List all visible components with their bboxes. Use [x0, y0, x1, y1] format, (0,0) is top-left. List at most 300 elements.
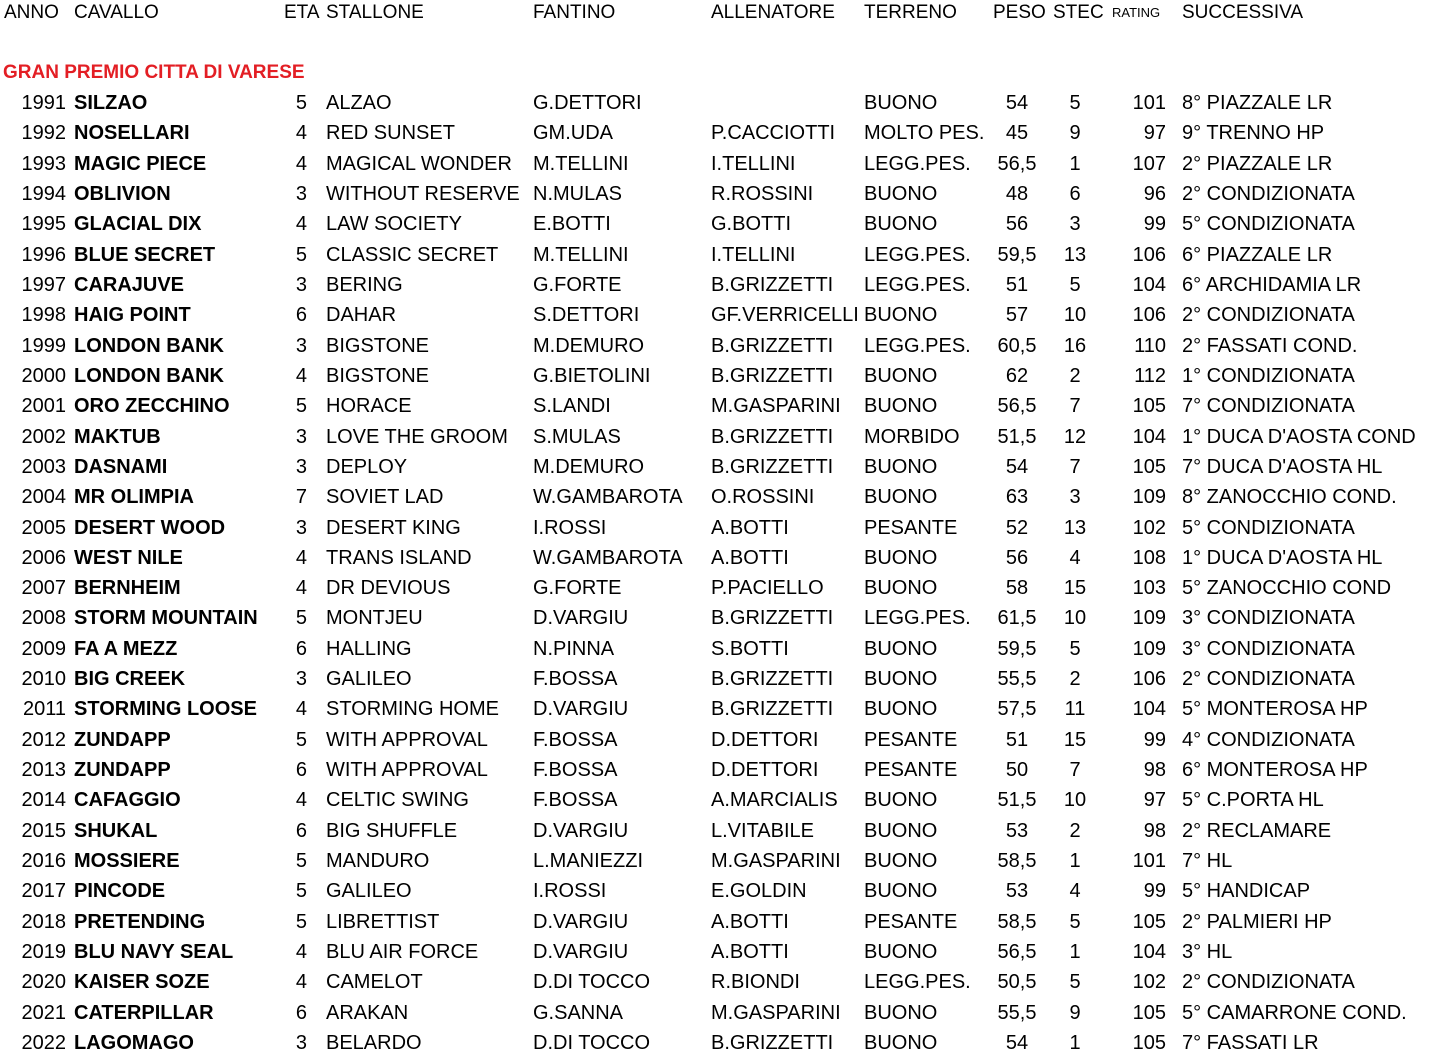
cell-fantino: D.VARGIU: [533, 819, 629, 842]
cell-stallone: WITH APPROVAL: [326, 759, 488, 781]
table-row: [0, 1028, 1448, 1058]
cell-eta: 4: [295, 152, 307, 175]
cell-cavallo: WEST NILE: [74, 546, 183, 569]
cell-successiva: 5° CONDIZIONATA: [1182, 516, 1355, 539]
cell-cavallo: MR OLIMPIA: [74, 486, 194, 509]
cell-cavallo: DASNAMI: [74, 455, 168, 478]
cell-fantino: M.TELLINI: [533, 152, 629, 175]
cell-successiva: 6° PIAZZALE LR: [1182, 243, 1333, 266]
cell-rating: 104: [1132, 698, 1166, 721]
cell-terreno: BUONO: [864, 789, 938, 812]
cell-stec: 2: [1069, 364, 1081, 387]
cell-peso: 56: [1005, 213, 1029, 236]
cell-fantino: G.DETTORI: [533, 92, 642, 114]
cell-successiva: 2° FASSATI COND.: [1182, 334, 1358, 357]
cell-stec: 1: [1069, 941, 1081, 963]
cell-terreno: BUONO: [864, 1031, 938, 1054]
table-row: [0, 179, 1448, 209]
cell-cavallo: CATERPILLAR: [74, 1001, 214, 1024]
cell-stallone: BIGSTONE: [326, 334, 429, 357]
cell-cavallo: ZUNDAPP: [74, 728, 171, 751]
cell-peso: 50: [1005, 759, 1029, 781]
cell-anno: 2014: [21, 789, 66, 812]
cell-anno: 2003: [21, 455, 66, 478]
cell-cavallo: SILZAO: [74, 92, 148, 114]
cell-anno: 2001: [21, 395, 66, 418]
cell-eta: 4: [295, 698, 307, 721]
cell-allenatore: B.GRIZZETTI: [711, 1031, 834, 1054]
cell-cavallo: KAISER SOZE: [74, 971, 210, 994]
cell-eta: 5: [295, 243, 307, 266]
cell-successiva: 2° RECLAMARE: [1182, 819, 1332, 842]
cell-successiva: 6° MONTEROSA HP: [1182, 759, 1368, 781]
cell-terreno: BUONO: [864, 577, 938, 600]
cell-eta: 6: [295, 637, 307, 660]
table-row: [0, 149, 1448, 179]
cell-allenatore: P.PACIELLO: [711, 577, 824, 600]
cell-allenatore: A.BOTTI: [711, 941, 789, 963]
cell-stallone: DAHAR: [326, 304, 397, 327]
cell-cavallo: OBLIVION: [74, 183, 171, 205]
cell-anno: 2007: [21, 577, 66, 600]
cell-terreno: LEGG.PES.: [864, 273, 971, 296]
cell-eta: 3: [295, 334, 307, 357]
cell-peso: 54: [1005, 455, 1029, 478]
cell-terreno: BUONO: [864, 486, 938, 509]
cell-stallone: BIG SHUFFLE: [326, 819, 458, 842]
cell-cavallo: DESERT WOOD: [74, 516, 226, 539]
cell-allenatore: B.GRIZZETTI: [711, 364, 834, 387]
cell-peso: 62: [1005, 364, 1029, 387]
table-row: [0, 907, 1448, 937]
cell-peso: 54: [1005, 92, 1029, 114]
header-terreno: TERRENO: [864, 2, 957, 23]
cell-stec: 4: [1069, 546, 1081, 569]
cell-peso: 57: [1005, 304, 1029, 327]
cell-allenatore: GF.VERRICELLI: [711, 304, 859, 327]
cell-successiva: 5° HANDICAP: [1182, 880, 1311, 903]
cell-rating: 105: [1132, 910, 1166, 933]
cell-stec: 4: [1069, 880, 1081, 903]
cell-successiva: 5° ZANOCCHIO COND: [1182, 577, 1392, 600]
cell-allenatore: R.BIONDI: [711, 971, 800, 994]
cell-stec: 5: [1069, 273, 1081, 296]
cell-cavallo: LONDON BANK: [74, 364, 224, 387]
cell-eta: 5: [295, 728, 307, 751]
table-row: [0, 88, 1448, 118]
cell-successiva: 6° ARCHIDAMIA LR: [1182, 273, 1362, 296]
cell-fantino: G.SANNA: [533, 1001, 624, 1024]
cell-allenatore: B.GRIZZETTI: [711, 698, 834, 721]
cell-fantino: G.FORTE: [533, 273, 622, 296]
table-row: [0, 240, 1448, 270]
cell-fantino: D.VARGIU: [533, 607, 629, 630]
cell-rating: 109: [1132, 607, 1166, 630]
cell-stallone: WITHOUT RESERVE: [326, 183, 520, 205]
cell-terreno: BUONO: [864, 395, 938, 418]
cell-successiva: 3° HL: [1182, 941, 1233, 963]
header-fantino: FANTINO: [533, 2, 616, 23]
cell-stallone: BERING: [326, 273, 403, 296]
cell-anno: 2002: [21, 425, 66, 448]
cell-stallone: BELARDO: [326, 1031, 422, 1054]
cell-peso: 56: [1005, 546, 1029, 569]
cell-rating: 101: [1132, 850, 1166, 872]
cell-peso: 53: [1005, 880, 1029, 903]
cell-rating: 99: [1143, 728, 1166, 751]
cell-allenatore: A.BOTTI: [711, 910, 789, 933]
table-row: [0, 694, 1448, 724]
cell-eta: 3: [295, 516, 307, 539]
cell-stec: 1: [1069, 152, 1081, 175]
cell-stallone: MANDURO: [326, 850, 430, 872]
cell-stec: 5: [1069, 910, 1081, 933]
cell-rating: 105: [1132, 395, 1166, 418]
cell-stallone: CLASSIC SECRET: [326, 243, 499, 266]
cell-rating: 112: [1134, 364, 1166, 387]
table-row: [0, 998, 1448, 1028]
cell-successiva: 2° CONDIZIONATA: [1182, 971, 1355, 994]
cell-stec: 11: [1064, 698, 1086, 721]
cell-terreno: BUONO: [864, 364, 938, 387]
cell-peso: 54: [1005, 1031, 1029, 1054]
cell-terreno: BUONO: [864, 698, 938, 721]
cell-peso: 59,5: [997, 637, 1037, 660]
cell-anno: 1994: [21, 183, 66, 205]
cell-terreno: BUONO: [864, 213, 938, 236]
table-row: [0, 482, 1448, 512]
cell-eta: 6: [295, 1001, 307, 1024]
cell-rating: 98: [1143, 759, 1166, 781]
cell-stec: 10: [1063, 789, 1087, 812]
cell-anno: 2011: [22, 698, 66, 721]
cell-rating: 109: [1132, 637, 1166, 660]
cell-eta: 4: [295, 122, 307, 145]
cell-rating: 99: [1143, 880, 1166, 903]
cell-terreno: BUONO: [864, 637, 938, 660]
cell-allenatore: I.TELLINI: [711, 243, 796, 266]
header-anno: ANNO: [4, 2, 59, 23]
cell-allenatore: A.BOTTI: [711, 516, 789, 539]
cell-allenatore: M.GASPARINI: [711, 1001, 841, 1024]
cell-cavallo: BERNHEIM: [74, 577, 181, 600]
cell-allenatore: E.GOLDIN: [711, 880, 807, 903]
cell-fantino: D.DI TOCCO: [533, 971, 651, 994]
cell-successiva: 3° CONDIZIONATA: [1182, 637, 1355, 660]
cell-fantino: D.DI TOCCO: [533, 1031, 651, 1054]
cell-stallone: HORACE: [326, 395, 412, 418]
cell-stallone: DEPLOY: [326, 455, 408, 478]
cell-rating: 98: [1143, 819, 1166, 842]
cell-eta: 4: [295, 577, 307, 600]
table-row: [0, 270, 1448, 300]
cell-anno: 1997: [21, 273, 66, 296]
cell-cavallo: LAGOMAGO: [74, 1031, 194, 1054]
cell-rating: 105: [1132, 1031, 1166, 1054]
cell-peso: 51,5: [997, 425, 1037, 448]
cell-allenatore: D.DETTORI: [711, 759, 819, 781]
cell-fantino: N.PINNA: [533, 637, 615, 660]
cell-successiva: 4° CONDIZIONATA: [1182, 728, 1355, 751]
cell-allenatore: M.GASPARINI: [711, 395, 841, 418]
cell-allenatore: G.BOTTI: [711, 213, 791, 236]
cell-terreno: BUONO: [864, 92, 938, 114]
cell-eta: 5: [295, 850, 307, 872]
cell-rating: 101: [1132, 92, 1166, 114]
cell-terreno: BUONO: [864, 880, 938, 903]
cell-peso: 51: [1005, 728, 1029, 751]
cell-eta: 3: [295, 668, 307, 691]
cell-stallone: DESERT KING: [326, 516, 461, 539]
cell-anno: 2016: [21, 850, 66, 872]
cell-cavallo: ZUNDAPP: [74, 759, 171, 781]
cell-eta: 4: [295, 213, 307, 236]
cell-cavallo: LONDON BANK: [74, 334, 224, 357]
header-allenatore: ALLENATORE: [711, 2, 835, 23]
cell-rating: 99: [1143, 213, 1166, 236]
cell-anno: 2017: [21, 880, 66, 903]
cell-stallone: MAGICAL WONDER: [326, 152, 512, 175]
header-peso: PESO: [993, 2, 1046, 23]
cell-stallone: TRANS ISLAND: [326, 546, 472, 569]
cell-stec: 7: [1069, 759, 1081, 781]
cell-fantino: I.ROSSI: [533, 516, 607, 539]
cell-fantino: S.DETTORI: [533, 304, 640, 327]
cell-terreno: BUONO: [864, 668, 938, 691]
cell-successiva: 7° CONDIZIONATA: [1182, 395, 1355, 418]
cell-stallone: RED SUNSET: [326, 122, 455, 145]
table-row: [0, 118, 1448, 148]
cell-anno: 2004: [21, 486, 66, 509]
table-row: [0, 937, 1448, 967]
cell-anno: 2008: [21, 607, 66, 630]
cell-terreno: BUONO: [864, 546, 938, 569]
cell-allenatore: B.GRIZZETTI: [711, 668, 834, 691]
cell-eta: 7: [295, 486, 307, 509]
cell-stec: 3: [1069, 213, 1081, 236]
cell-peso: 53: [1005, 819, 1029, 842]
cell-eta: 3: [295, 425, 307, 448]
cell-stallone: MONTJEU: [326, 607, 423, 630]
cell-rating: 103: [1132, 577, 1166, 600]
cell-stallone: ARAKAN: [326, 1001, 409, 1024]
cell-stec: 2: [1069, 668, 1081, 691]
cell-rating: 106: [1132, 668, 1166, 691]
header-stec: STEC: [1053, 2, 1104, 23]
cell-peso: 55,5: [997, 1001, 1037, 1024]
cell-successiva: 2° CONDIZIONATA: [1182, 304, 1355, 327]
cell-cavallo: PINCODE: [74, 880, 166, 903]
cell-successiva: 2° PALMIERI HP: [1182, 910, 1332, 933]
table-row: [0, 452, 1448, 482]
cell-stec: 13: [1063, 243, 1087, 266]
table-row: [0, 391, 1448, 421]
cell-stec: 13: [1063, 516, 1087, 539]
header-row: [0, 0, 1448, 30]
cell-eta: 5: [295, 92, 307, 114]
cell-successiva: 5° CONDIZIONATA: [1182, 213, 1355, 236]
cell-rating: 105: [1132, 455, 1166, 478]
cell-peso: 51,5: [997, 789, 1037, 812]
cell-terreno: BUONO: [864, 941, 938, 963]
cell-peso: 61,5: [997, 607, 1037, 630]
cell-stec: 16: [1063, 334, 1087, 357]
cell-fantino: GM.UDA: [533, 122, 613, 145]
table-row: [0, 331, 1448, 361]
cell-peso: 59,5: [997, 243, 1037, 266]
cell-fantino: F.BOSSA: [533, 728, 618, 751]
table-row: [0, 664, 1448, 694]
cell-rating: 104: [1132, 273, 1166, 296]
cell-cavallo: STORM MOUNTAIN: [74, 607, 258, 630]
cell-anno: 2006: [21, 546, 66, 569]
cell-peso: 56,5: [997, 941, 1037, 963]
cell-stallone: STORMING HOME: [326, 698, 499, 721]
cell-fantino: N.MULAS: [533, 183, 622, 205]
cell-terreno: LEGG.PES.: [864, 607, 971, 630]
cell-stallone: DR DEVIOUS: [326, 577, 451, 600]
cell-terreno: BUONO: [864, 455, 938, 478]
cell-stallone: WITH APPROVAL: [326, 728, 488, 751]
cell-successiva: 8° PIAZZALE LR: [1182, 92, 1333, 114]
cell-anno: 2013: [21, 759, 66, 781]
cell-anno: 2005: [21, 516, 66, 539]
table-row: [0, 816, 1448, 846]
cell-terreno: LEGG.PES.: [864, 971, 971, 994]
cell-cavallo: STORMING LOOSE: [74, 698, 257, 721]
cell-rating: 97: [1143, 122, 1166, 145]
cell-successiva: 8° ZANOCCHIO COND.: [1182, 486, 1397, 509]
cell-fantino: S.LANDI: [533, 395, 611, 418]
table-row: [0, 876, 1448, 906]
cell-successiva: 7° DUCA D'AOSTA HL: [1182, 455, 1383, 478]
cell-eta: 5: [295, 910, 307, 933]
cell-eta: 6: [295, 759, 307, 781]
cell-terreno: MOLTO PES.: [864, 122, 985, 145]
cell-stec: 9: [1069, 122, 1081, 145]
cell-rating: 104: [1132, 425, 1166, 448]
cell-terreno: BUONO: [864, 1001, 938, 1024]
cell-stallone: BLU AIR FORCE: [326, 941, 479, 963]
cell-peso: 50,5: [997, 971, 1037, 994]
cell-eta: 5: [295, 880, 307, 903]
cell-successiva: 1° DUCA D'AOSTA COND: [1182, 425, 1416, 448]
cell-fantino: F.BOSSA: [533, 789, 618, 812]
cell-fantino: D.VARGIU: [533, 941, 629, 963]
cell-allenatore: A.MARCIALIS: [711, 789, 838, 812]
header-cavallo: CAVALLO: [74, 2, 159, 23]
cell-eta: 4: [295, 941, 307, 963]
table-row: [0, 543, 1448, 573]
cell-fantino: E.BOTTI: [533, 213, 611, 236]
cell-anno: 1991: [21, 92, 66, 114]
cell-peso: 56,5: [997, 395, 1037, 418]
cell-anno: 2000: [21, 364, 66, 387]
cell-stallone: GALILEO: [326, 668, 412, 691]
cell-stec: 3: [1069, 486, 1081, 509]
cell-anno: 2009: [21, 637, 66, 660]
table-row: [0, 846, 1448, 876]
cell-peso: 60,5: [997, 334, 1037, 357]
cell-terreno: LEGG.PES.: [864, 152, 971, 175]
cell-terreno: MORBIDO: [864, 425, 960, 448]
cell-rating: 106: [1132, 243, 1166, 266]
cell-rating: 108: [1132, 546, 1166, 569]
cell-stallone: LIBRETTIST: [326, 910, 440, 933]
cell-stallone: LOVE THE GROOM: [326, 425, 508, 448]
cell-allenatore: M.GASPARINI: [711, 850, 841, 872]
cell-terreno: BUONO: [864, 850, 938, 872]
cell-anno: 1992: [21, 122, 66, 145]
cell-fantino: G.BIETOLINI: [533, 364, 651, 387]
cell-cavallo: NOSELLARI: [74, 122, 190, 145]
cell-rating: 105: [1132, 1001, 1166, 1024]
cell-allenatore: O.ROSSINI: [711, 486, 815, 509]
cell-cavallo: SHUKAL: [74, 819, 158, 842]
cell-anno: 1995: [21, 213, 66, 236]
cell-terreno: PESANTE: [864, 516, 958, 539]
cell-allenatore: B.GRIZZETTI: [711, 455, 834, 478]
cell-allenatore: R.ROSSINI: [711, 183, 814, 205]
cell-successiva: 9° TRENNO HP: [1182, 122, 1325, 145]
table-row: [0, 300, 1448, 330]
cell-stec: 5: [1069, 971, 1081, 994]
cell-stec: 1: [1069, 1031, 1081, 1054]
cell-peso: 58: [1005, 577, 1029, 600]
cell-cavallo: CARAJUVE: [74, 273, 185, 296]
cell-stec: 9: [1069, 1001, 1081, 1024]
cell-terreno: PESANTE: [864, 759, 958, 781]
cell-eta: 3: [295, 1031, 307, 1054]
cell-stallone: HALLING: [326, 637, 412, 660]
cell-anno: 2021: [21, 1001, 66, 1024]
cell-anno: 1993: [21, 152, 66, 175]
cell-stec: 15: [1063, 728, 1087, 751]
cell-allenatore: B.GRIZZETTI: [711, 334, 834, 357]
cell-cavallo: BLU NAVY SEAL: [74, 941, 234, 963]
cell-peso: 58,5: [997, 910, 1037, 933]
table-row: [0, 785, 1448, 815]
cell-stallone: LAW SOCIETY: [326, 213, 462, 236]
cell-peso: 56,5: [997, 152, 1037, 175]
cell-terreno: BUONO: [864, 183, 938, 205]
cell-peso: 45: [1005, 122, 1029, 145]
cell-eta: 4: [295, 364, 307, 387]
cell-eta: 5: [295, 395, 307, 418]
cell-stallone: SOVIET LAD: [326, 486, 444, 509]
cell-fantino: M.DEMURO: [533, 455, 645, 478]
cell-successiva: 7° FASSATI LR: [1182, 1031, 1319, 1054]
header-eta: ETA: [284, 2, 320, 23]
table-row: [0, 967, 1448, 997]
cell-successiva: 2° PIAZZALE LR: [1182, 152, 1333, 175]
cell-anno: 2020: [21, 971, 66, 994]
cell-stec: 7: [1069, 395, 1081, 418]
cell-stallone: ALZAO: [326, 92, 392, 114]
cell-terreno: BUONO: [864, 304, 938, 327]
cell-successiva: 2° CONDIZIONATA: [1182, 183, 1355, 205]
cell-anno: 1999: [21, 334, 66, 357]
cell-eta: 3: [295, 183, 307, 205]
cell-fantino: S.MULAS: [533, 425, 621, 448]
cell-cavallo: GLACIAL DIX: [74, 213, 202, 236]
cell-rating: 104: [1132, 941, 1166, 963]
cell-anno: 2018: [21, 910, 66, 933]
header-rating: RATING: [1112, 5, 1161, 20]
cell-cavallo: MOSSIERE: [74, 850, 180, 872]
cell-fantino: I.ROSSI: [533, 880, 607, 903]
cell-allenatore: B.GRIZZETTI: [711, 425, 834, 448]
